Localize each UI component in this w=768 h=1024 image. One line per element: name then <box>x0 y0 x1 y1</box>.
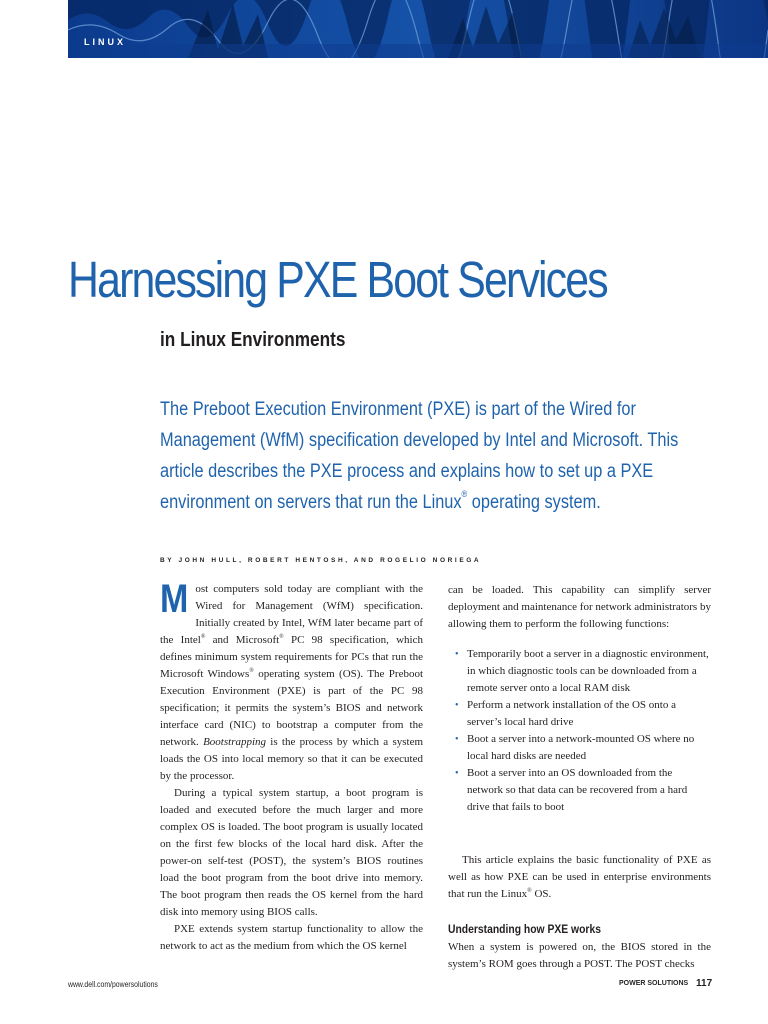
list-item <box>448 646 711 697</box>
list-item-text: Temporarily boot a server in a diagnostic environment, in which diagnostic tools can be downloaded from a remote server onto a local RAM disk <box>467 648 709 694</box>
article-subtitle: in Linux Environments <box>160 329 346 351</box>
intro-paragraph <box>160 577 424 785</box>
registered-mark: ® <box>527 888 532 894</box>
intro-text-b: and Microsoft <box>205 634 280 646</box>
article-title: Harnessing PXE Boot Services <box>68 251 607 308</box>
list-item-text: Boot a server into an OS downloaded from the network so that data can be recovered from a hard drive that fails to boot <box>467 767 688 813</box>
intro-text-d: operating system (OS). The Preboot Execution Environment (PXE) is part of the PC 98 specification; it permits the system’s BIOS and network interface card (NIC) to bootstrap a computer from the network. <box>160 668 424 748</box>
body-paragraph-overview <box>448 852 711 903</box>
bullet-icon: • <box>455 700 459 711</box>
bullet-icon: • <box>455 768 459 779</box>
intro-text-e: is the process by which a system loads the OS into local memory so that it can be executed by the processor. <box>160 736 424 782</box>
function-list <box>448 646 711 816</box>
registered-mark: ® <box>279 634 284 640</box>
list-item <box>448 697 711 731</box>
waveform-graphic <box>68 0 768 58</box>
bullet-icon: • <box>455 734 459 745</box>
overview-text-a: This article explains the basic functionality of PXE as well as how PXE can be used in enterprise environments that run the Linux <box>448 854 711 900</box>
bullet-icon: • <box>455 649 459 660</box>
list-item-text: Boot a server into a network-mounted OS where no local hard disks are needed <box>467 733 695 762</box>
registered-mark: ® <box>200 634 206 640</box>
intro-text-a: ost computers sold today are compliant with the Wired for Management (WfM) specification. Initially created by Intel, WfM later became part of the Intel <box>160 583 423 646</box>
abstract-text: The Preboot Execution Environment (PXE) is part of the Wired for Management (WfM) specification developed by Intel and Microsoft. This article describes the PXE process and explains how to set up a PXE environment on servers that run the Linux <box>160 399 679 513</box>
footer-publication: POWER SOLUTIONS <box>619 980 689 987</box>
list-item-text: Perform a network installation of the OS onto a server’s local hard drive <box>467 699 676 728</box>
section-label: LINUX <box>84 37 126 47</box>
article-abstract <box>160 394 719 518</box>
section-banner <box>68 0 768 58</box>
author-byline: BY JOHN HULL, ROBERT HENTOSH, AND ROGELIO NORIEGA <box>160 557 482 564</box>
body-paragraph-2: During a typical system startup, a boot program is loaded and executed before the much larger and more complex OS is loaded. The boot program is usually located on the first few blocks of the local hard disk. After the power-on self-test (POST), the system’s BIOS routines load the boot program from the boot drive into memory. The boot program then reads the OS kernel from the hard disk into memory using BIOS calls. <box>160 787 423 918</box>
left-column <box>160 577 424 955</box>
list-item <box>448 765 711 816</box>
intro-text-c: PC 98 specification, which defines minimum system requirements for PCs that run the Microsoft Windows <box>160 634 423 680</box>
drop-cap: M <box>160 577 189 621</box>
body-paragraph-3: PXE extends system startup functionality to allow the network to act as the medium from which the OS kernel <box>160 923 423 952</box>
body-paragraph-continued: can be loaded. This capability can simplify server deployment and maintenance for network administrators by allowing them to perform the following functions: <box>448 584 711 630</box>
abstract-text-end: operating system. <box>467 492 601 513</box>
body-paragraph-pxe: When a system is powered on, the BIOS stored in the system’s ROM goes through a POST. The POST checks <box>448 941 711 970</box>
list-item <box>448 731 711 765</box>
page-number: 117 <box>696 978 713 989</box>
footer-url: www.dell.com/powersolutions <box>68 980 158 989</box>
registered-mark: ® <box>249 668 254 674</box>
registered-mark: ® <box>461 489 468 499</box>
overview-text-b: OS. <box>531 888 552 900</box>
section-heading: Understanding how PXE works <box>448 924 601 936</box>
emphasis-term: Bootstrapping <box>203 736 267 748</box>
right-column <box>448 582 711 973</box>
